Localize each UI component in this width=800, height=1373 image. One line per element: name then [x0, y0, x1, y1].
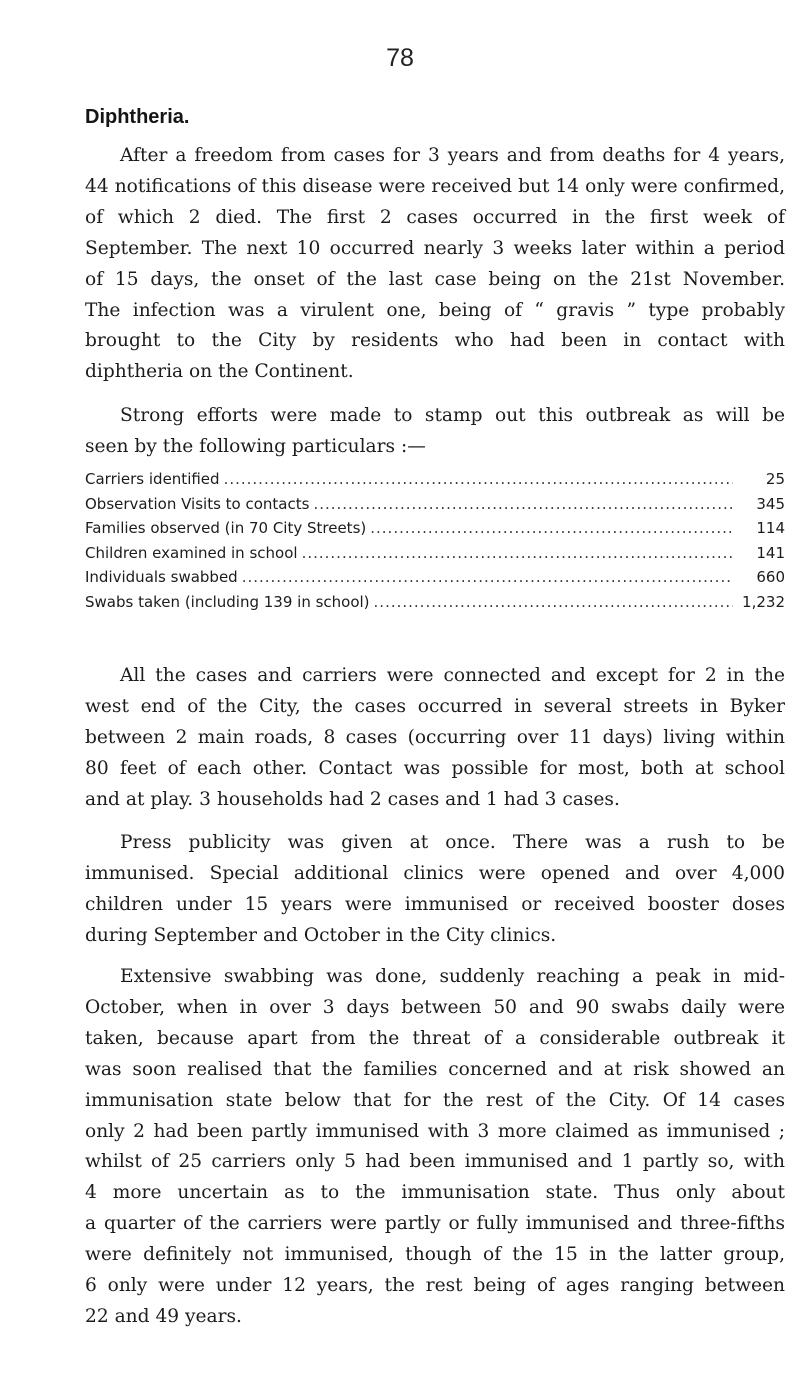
particulars-row	[85, 519, 785, 544]
particulars-value: 1,232	[742, 592, 785, 611]
particulars-list	[85, 470, 785, 618]
text-line: October, when in over 3 days between 50 and 90 swabs daily were	[85, 996, 785, 1018]
particulars-value: 660	[756, 568, 785, 587]
particulars-label: Families observed (in 70 City Streets)	[85, 519, 367, 538]
paragraph-efforts-intro	[85, 401, 785, 463]
dot-leader	[302, 544, 733, 562]
particulars-value: 141	[756, 543, 785, 562]
text-line: Extensive swabbing was done, suddenly reaching a peak in mid-	[120, 966, 785, 987]
text-line: 6 only were under 12 years, the rest being of ages ranging between	[85, 1275, 785, 1297]
text-line: a quarter of the carriers were partly or fully immunised and three-fifths	[85, 1213, 785, 1235]
text-line: children under 15 years were immunised or received booster doses	[85, 893, 785, 915]
text-line: After a freedom from cases for 3 years and from deaths for 4 years,	[120, 145, 785, 166]
particulars-label: Children examined in school	[85, 543, 298, 562]
particulars-row	[85, 495, 785, 520]
text-line: of which 2 died. The first 2 cases occurred in the first week of	[85, 206, 785, 228]
paragraph-publicity	[85, 828, 785, 952]
text-line: 44 notifications of this disease were received but 14 only were confirmed,	[85, 175, 785, 197]
particulars-row	[85, 470, 785, 495]
dot-leader	[313, 495, 733, 513]
dot-leader	[242, 568, 733, 586]
text-line: diphtheria on the Continent.	[85, 361, 354, 383]
page-number: 78	[386, 44, 414, 72]
text-line: Press publicity was given at once. There was a rush to be	[120, 832, 785, 853]
text-line: and at play. 3 households had 2 cases and 1 had 3 cases.	[85, 788, 620, 810]
dot-leader	[224, 470, 733, 488]
particulars-row	[85, 568, 785, 593]
text-line: between 2 main roads, 8 cases (occurring over 11 days) living within	[85, 726, 785, 748]
text-line: of 15 days, the onset of the last case being on the 21st November.	[85, 268, 785, 290]
text-line: immunised. Special additional clinics were opened and over 4,000	[85, 862, 785, 884]
particulars-label: Swabs taken (including 139 in school)	[85, 592, 370, 611]
text-line: The infection was a virulent one, being of “ gravis ” type probably	[85, 299, 785, 321]
text-line: 4 more uncertain as to the immunisation state. Thus only about	[85, 1182, 785, 1204]
text-line: west end of the City, the cases occurred in several streets in Byker	[85, 695, 785, 717]
section-heading: Diphtheria.	[85, 106, 190, 128]
text-line: during September and October in the City clinics.	[85, 924, 557, 946]
text-line: 80 feet of each other. Contact was possible for most, both at school	[85, 757, 785, 779]
particulars-row	[85, 593, 785, 618]
text-line: taken, because apart from the threat of a considerable outbreak it	[85, 1027, 785, 1049]
text-line: seen by the following particulars :—	[85, 435, 426, 457]
particulars-value: 345	[756, 494, 785, 513]
text-line: only 2 had been partly immunised with 3 more claimed as immunised ;	[85, 1120, 785, 1142]
text-line: 22 and 49 years.	[85, 1305, 242, 1327]
text-line: immunisation state below that for the rest of the City. Of 14 cases	[85, 1089, 785, 1111]
text-line: Strong efforts were made to stamp out this outbreak as will be	[120, 405, 785, 426]
particulars-value: 25	[765, 470, 785, 488]
particulars-value: 114	[756, 519, 785, 538]
dot-leader	[370, 519, 733, 537]
text-line: were definitely not immunised, though of the 15 in the latter group,	[85, 1244, 785, 1266]
text-line: whilst of 25 carriers only 5 had been immunised and 1 partly so, with	[85, 1151, 785, 1173]
text-line: brought to the City by residents who had been in contact with	[85, 330, 785, 352]
particulars-label: Individuals swabbed	[85, 568, 238, 587]
text-line: September. The next 10 occurred nearly 3 weeks later within a period	[85, 237, 785, 259]
dot-leader	[374, 593, 733, 611]
paragraph-outbreak-summary	[85, 141, 785, 388]
particulars-row	[85, 544, 785, 569]
text-line: All the cases and carriers were connected and except for 2 in the	[120, 665, 785, 686]
text-line: was soon realised that the families concerned and at risk showed an	[85, 1058, 785, 1080]
paragraph-swabbing	[85, 962, 785, 1333]
paragraph-case-locations	[85, 661, 785, 816]
particulars-label: Observation Visits to contacts	[85, 494, 310, 513]
particulars-label: Carriers identified	[85, 470, 220, 488]
